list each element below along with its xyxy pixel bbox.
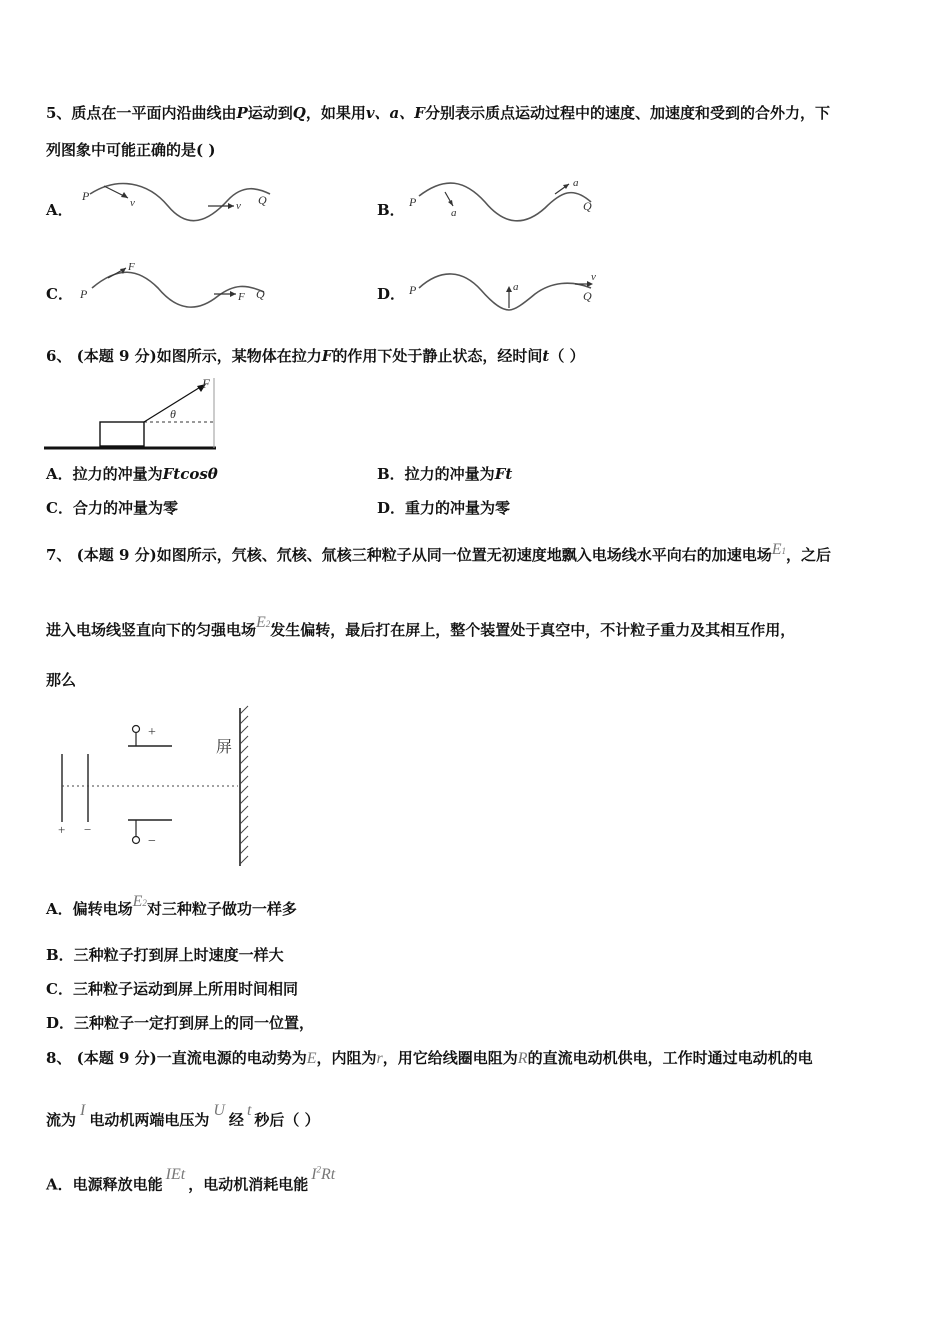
svg-text:−: −	[148, 834, 156, 849]
svg-text:Q: Q	[583, 289, 592, 303]
q6-figure	[44, 374, 224, 454]
q7-option-a: A．偏转电场E2对三种粒子做功一样多	[46, 893, 297, 918]
svg-text:a: a	[513, 281, 519, 293]
q5-option-c-figure	[78, 258, 278, 312]
q5-a-Q: Q	[258, 193, 267, 207]
q7-stem-line2: 进入电场线竖直向下的匀强电场E2发生偏转，最后打在屏上，整个装置处于真空中，不计粒子重力及其相互作用，	[46, 614, 796, 639]
q8-stem-line2: 流为I电动机两端电压为U经t秒后（ ）	[46, 1102, 320, 1129]
q6-option-b: B．拉力的冲量为Ft	[377, 465, 513, 483]
q6-option-a: A．拉力的冲量为Ftcosθ	[46, 465, 218, 483]
svg-text:P: P	[409, 283, 417, 297]
svg-text:a: a	[451, 207, 457, 219]
q7-option-b: B．三种粒子打到屏上时速度一样大	[46, 946, 284, 964]
q7-stem-line3: 那么	[46, 671, 77, 689]
svg-text:F: F	[238, 291, 245, 303]
q5-option-d-label: D．	[377, 285, 406, 303]
svg-text:Q: Q	[583, 199, 592, 213]
q6-option-d: D．重力的冲量为零	[377, 499, 511, 517]
q7-option-d: D．三种粒子一定打到屏上的同一位置，	[46, 1014, 315, 1032]
q6-fig-F: F	[202, 376, 210, 391]
svg-text:+: +	[148, 725, 156, 740]
q5-option-b-figure	[405, 172, 605, 230]
q7-option-c: C．三种粒子运动到屏上所用时间相同	[46, 980, 298, 998]
q7-stem-line1: 7、 (本题 9 分)如图所示，氕核、氘核、氚核三种粒子从同一位置无初速度地飘入电场线水平向右的加速电场E1，之后	[46, 541, 832, 564]
q6-fig-theta: θ	[170, 407, 176, 421]
svg-text:a: a	[573, 177, 579, 189]
q8-stem-line1: 8、 (本题 9 分)一直流电源的电动势为E，内阻为r，用它给线圈电阻为R的直流电动机供电，工作时通过电动机的电	[46, 1049, 813, 1067]
svg-text:F: F	[128, 261, 135, 273]
q5-stem-line2: 列图象中可能正确的是( )	[46, 141, 216, 159]
q5-option-b-label: B．	[377, 201, 405, 219]
svg-text:v: v	[236, 200, 241, 212]
q7-fig-screen-label: 屏	[216, 737, 233, 756]
q5-option-d-figure	[405, 262, 605, 316]
svg-text:P: P	[409, 195, 417, 209]
q6-option-c: C．合力的冲量为零	[46, 499, 178, 517]
svg-text:Q: Q	[256, 287, 265, 301]
svg-text:−: −	[84, 822, 92, 837]
svg-text:v: v	[130, 197, 135, 209]
q5-a-P: P	[82, 189, 90, 203]
q6-stem: 6、 (本题 9 分)如图所示，某物体在拉力F的作用下处于静止状态，经时间t（ ）	[46, 347, 585, 365]
q5-option-a-label: A．	[46, 201, 73, 219]
q8-option-a: A．电源释放电能IEt，电动机消耗电能$I^2Rt$	[46, 1165, 336, 1194]
q5-stem-line1: 5、质点在一平面内沿曲线由P运动到Q，如果用v、a、F分别表示质点运动过程中的速度、加速度和受到的合外力，下	[46, 104, 830, 122]
q7-figure	[52, 700, 262, 872]
q5-option-a-figure	[78, 178, 278, 228]
q5-option-c-label: C．	[46, 285, 73, 303]
svg-text:P: P	[80, 287, 88, 301]
svg-text:v: v	[591, 271, 596, 283]
svg-text:+: +	[58, 822, 66, 837]
